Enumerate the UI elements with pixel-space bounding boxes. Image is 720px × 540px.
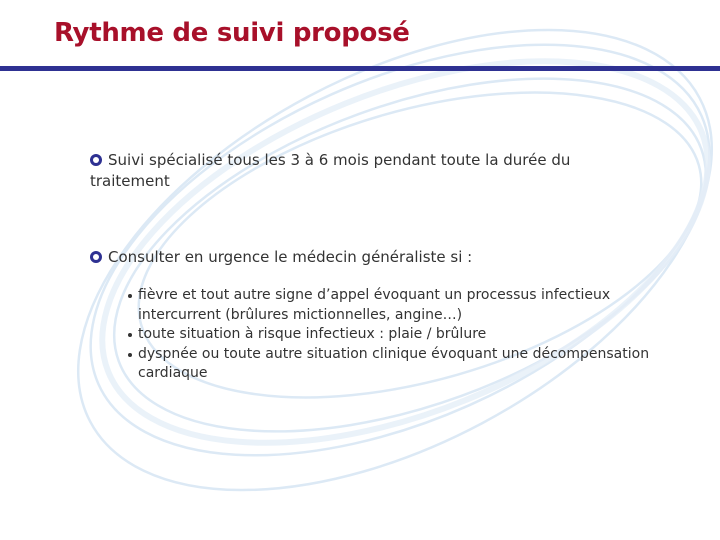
sub-bullet-text: dyspnée ou toute autre situation clinique évoquant une décompensation cardiaque xyxy=(138,345,650,381)
sub-bullet-text: toute situation à risque infectieux : plaie / brûlure xyxy=(138,326,487,342)
circle-bullet-icon xyxy=(90,154,102,166)
title-divider xyxy=(0,66,720,71)
bullet-item xyxy=(90,150,630,192)
bullet-text: Suivi spécialisé tous les 3 à 6 mois pendant toute la durée du traitement xyxy=(90,151,571,190)
dot-bullet-icon xyxy=(128,294,132,298)
sub-bullet-item xyxy=(126,286,686,325)
slide-title: Rythme de suivi proposé xyxy=(54,18,410,48)
dot-bullet-icon xyxy=(128,353,132,357)
sub-bullet-list xyxy=(126,286,686,384)
sub-bullet-text: fièvre et tout autre signe d’appel évoquant un processus infectieux intercurrent (brûlures mictionnelles, angine…) xyxy=(138,287,611,323)
sub-bullet-item xyxy=(126,345,686,384)
dot-bullet-icon xyxy=(128,333,132,337)
bullet-item xyxy=(90,247,630,268)
sub-bullet-item xyxy=(126,325,686,345)
bullet-text: Consulter en urgence le médecin généraliste si : xyxy=(108,248,473,266)
circle-bullet-icon xyxy=(90,251,102,263)
